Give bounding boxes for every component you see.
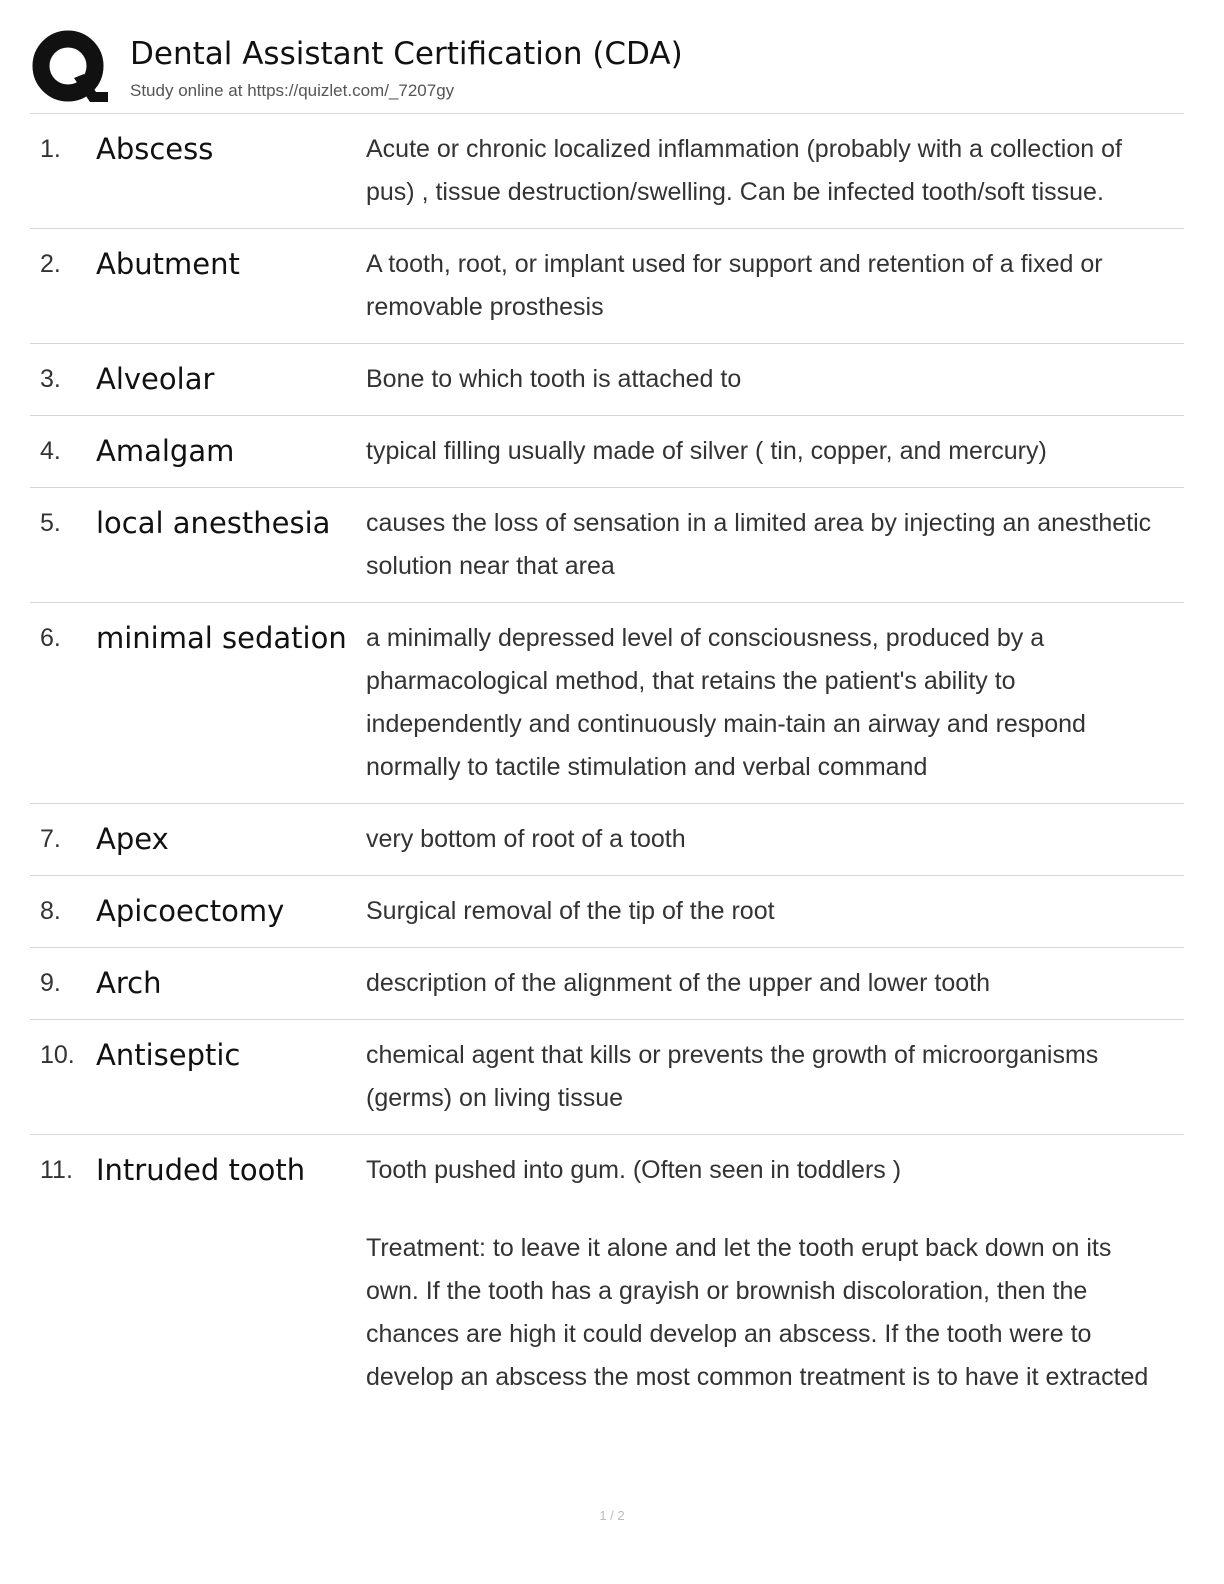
definition-paragraph: Treatment: to leave it alone and let the tooth erupt back down on its own. If the tooth has a grayish or brownish discoloration, then the chances are high it could develop an abscess. If the tooth were to develop an abscess the most common treatment is to have it extracted: [366, 1234, 1149, 1391]
term-word: Intruded tooth: [96, 1153, 306, 1187]
term-word: minimal sedation: [96, 621, 347, 655]
study-online-link[interactable]: Study online at https://quizlet.com/_7207gy: [130, 81, 455, 100]
term-number: 3.: [40, 365, 61, 393]
definition-paragraph: Bone to which tooth is attached to: [366, 365, 742, 393]
term-number: 10.: [40, 1041, 75, 1069]
definition-paragraph: Surgical removal of the tip of the root: [366, 897, 775, 925]
term-row: [30, 1135, 1184, 1413]
term-definition: [366, 818, 1184, 861]
term-number: 2.: [40, 250, 61, 278]
term-row: [30, 114, 1184, 229]
page-number: 1 / 2: [599, 1508, 625, 1523]
term-row: [30, 416, 1184, 488]
term-row: [30, 948, 1184, 1020]
term-row: [30, 229, 1184, 344]
term-definition: [366, 962, 1184, 1005]
term-row: [30, 488, 1184, 603]
flashcard-term-list: [30, 114, 1184, 1413]
term-definition: [366, 502, 1184, 588]
term-row: [30, 344, 1184, 416]
term-number: 11.: [40, 1156, 73, 1184]
definition-paragraph: description of the alignment of the upper and lower tooth: [366, 969, 991, 997]
definition-paragraph: causes the loss of sensation in a limited area by injecting an anesthetic solution near that area: [366, 509, 1152, 580]
term-definition: [366, 617, 1184, 789]
term-number: 4.: [40, 437, 61, 465]
document-title: Dental Assistant Certification (CDA): [130, 36, 683, 72]
term-word: Arch: [96, 966, 162, 1000]
term-number: 8.: [40, 897, 61, 925]
term-definition: [366, 890, 1184, 933]
term-number: 5.: [40, 509, 61, 537]
term-definition: [366, 430, 1184, 473]
term-word: Alveolar: [96, 362, 215, 396]
term-word: Abutment: [96, 247, 240, 281]
quizlet-logo-icon: [32, 30, 108, 106]
term-word: Amalgam: [96, 434, 235, 468]
definition-paragraph: Tooth pushed into gum. (Often seen in toddlers ): [366, 1156, 902, 1184]
definition-paragraph: a minimally depressed level of consciousness, produced by a pharmacological method, that retains the patient's ability to independently and continuously main-tain an airway and respond normally to tactile stimulation and verbal command: [366, 624, 1086, 781]
term-word: Antiseptic: [96, 1038, 241, 1072]
definition-paragraph: chemical agent that kills or prevents the growth of microorganisms (germs) on living tissue: [366, 1041, 1099, 1112]
term-definition: [366, 243, 1184, 329]
page-header: [30, 28, 1184, 114]
term-definition: [366, 1149, 1184, 1399]
definition-paragraph: A tooth, root, or implant used for support and retention of a fixed or removable prosthesis: [366, 250, 1103, 321]
term-number: 6.: [40, 624, 61, 652]
term-row: [30, 876, 1184, 948]
term-word: local anesthesia: [96, 506, 331, 540]
definition-paragraph: typical filling usually made of silver ( tin, copper, and mercury): [366, 437, 1047, 465]
term-row: [30, 804, 1184, 876]
term-definition: [366, 128, 1184, 214]
term-word: Apicoectomy: [96, 894, 285, 928]
term-definition: [366, 358, 1184, 401]
term-row: [30, 1020, 1184, 1135]
term-number: 7.: [40, 825, 61, 853]
definition-paragraph: very bottom of root of a tooth: [366, 825, 686, 853]
term-row: [30, 603, 1184, 804]
term-word: Apex: [96, 822, 169, 856]
term-definition: [366, 1034, 1184, 1120]
term-word: Abscess: [96, 132, 214, 166]
term-number: 9.: [40, 969, 61, 997]
term-number: 1.: [40, 135, 61, 163]
definition-paragraph: Acute or chronic localized inflammation (probably with a collection of pus) , tissue destruction/swelling. Can be infected tooth/soft tissue.: [366, 135, 1122, 206]
